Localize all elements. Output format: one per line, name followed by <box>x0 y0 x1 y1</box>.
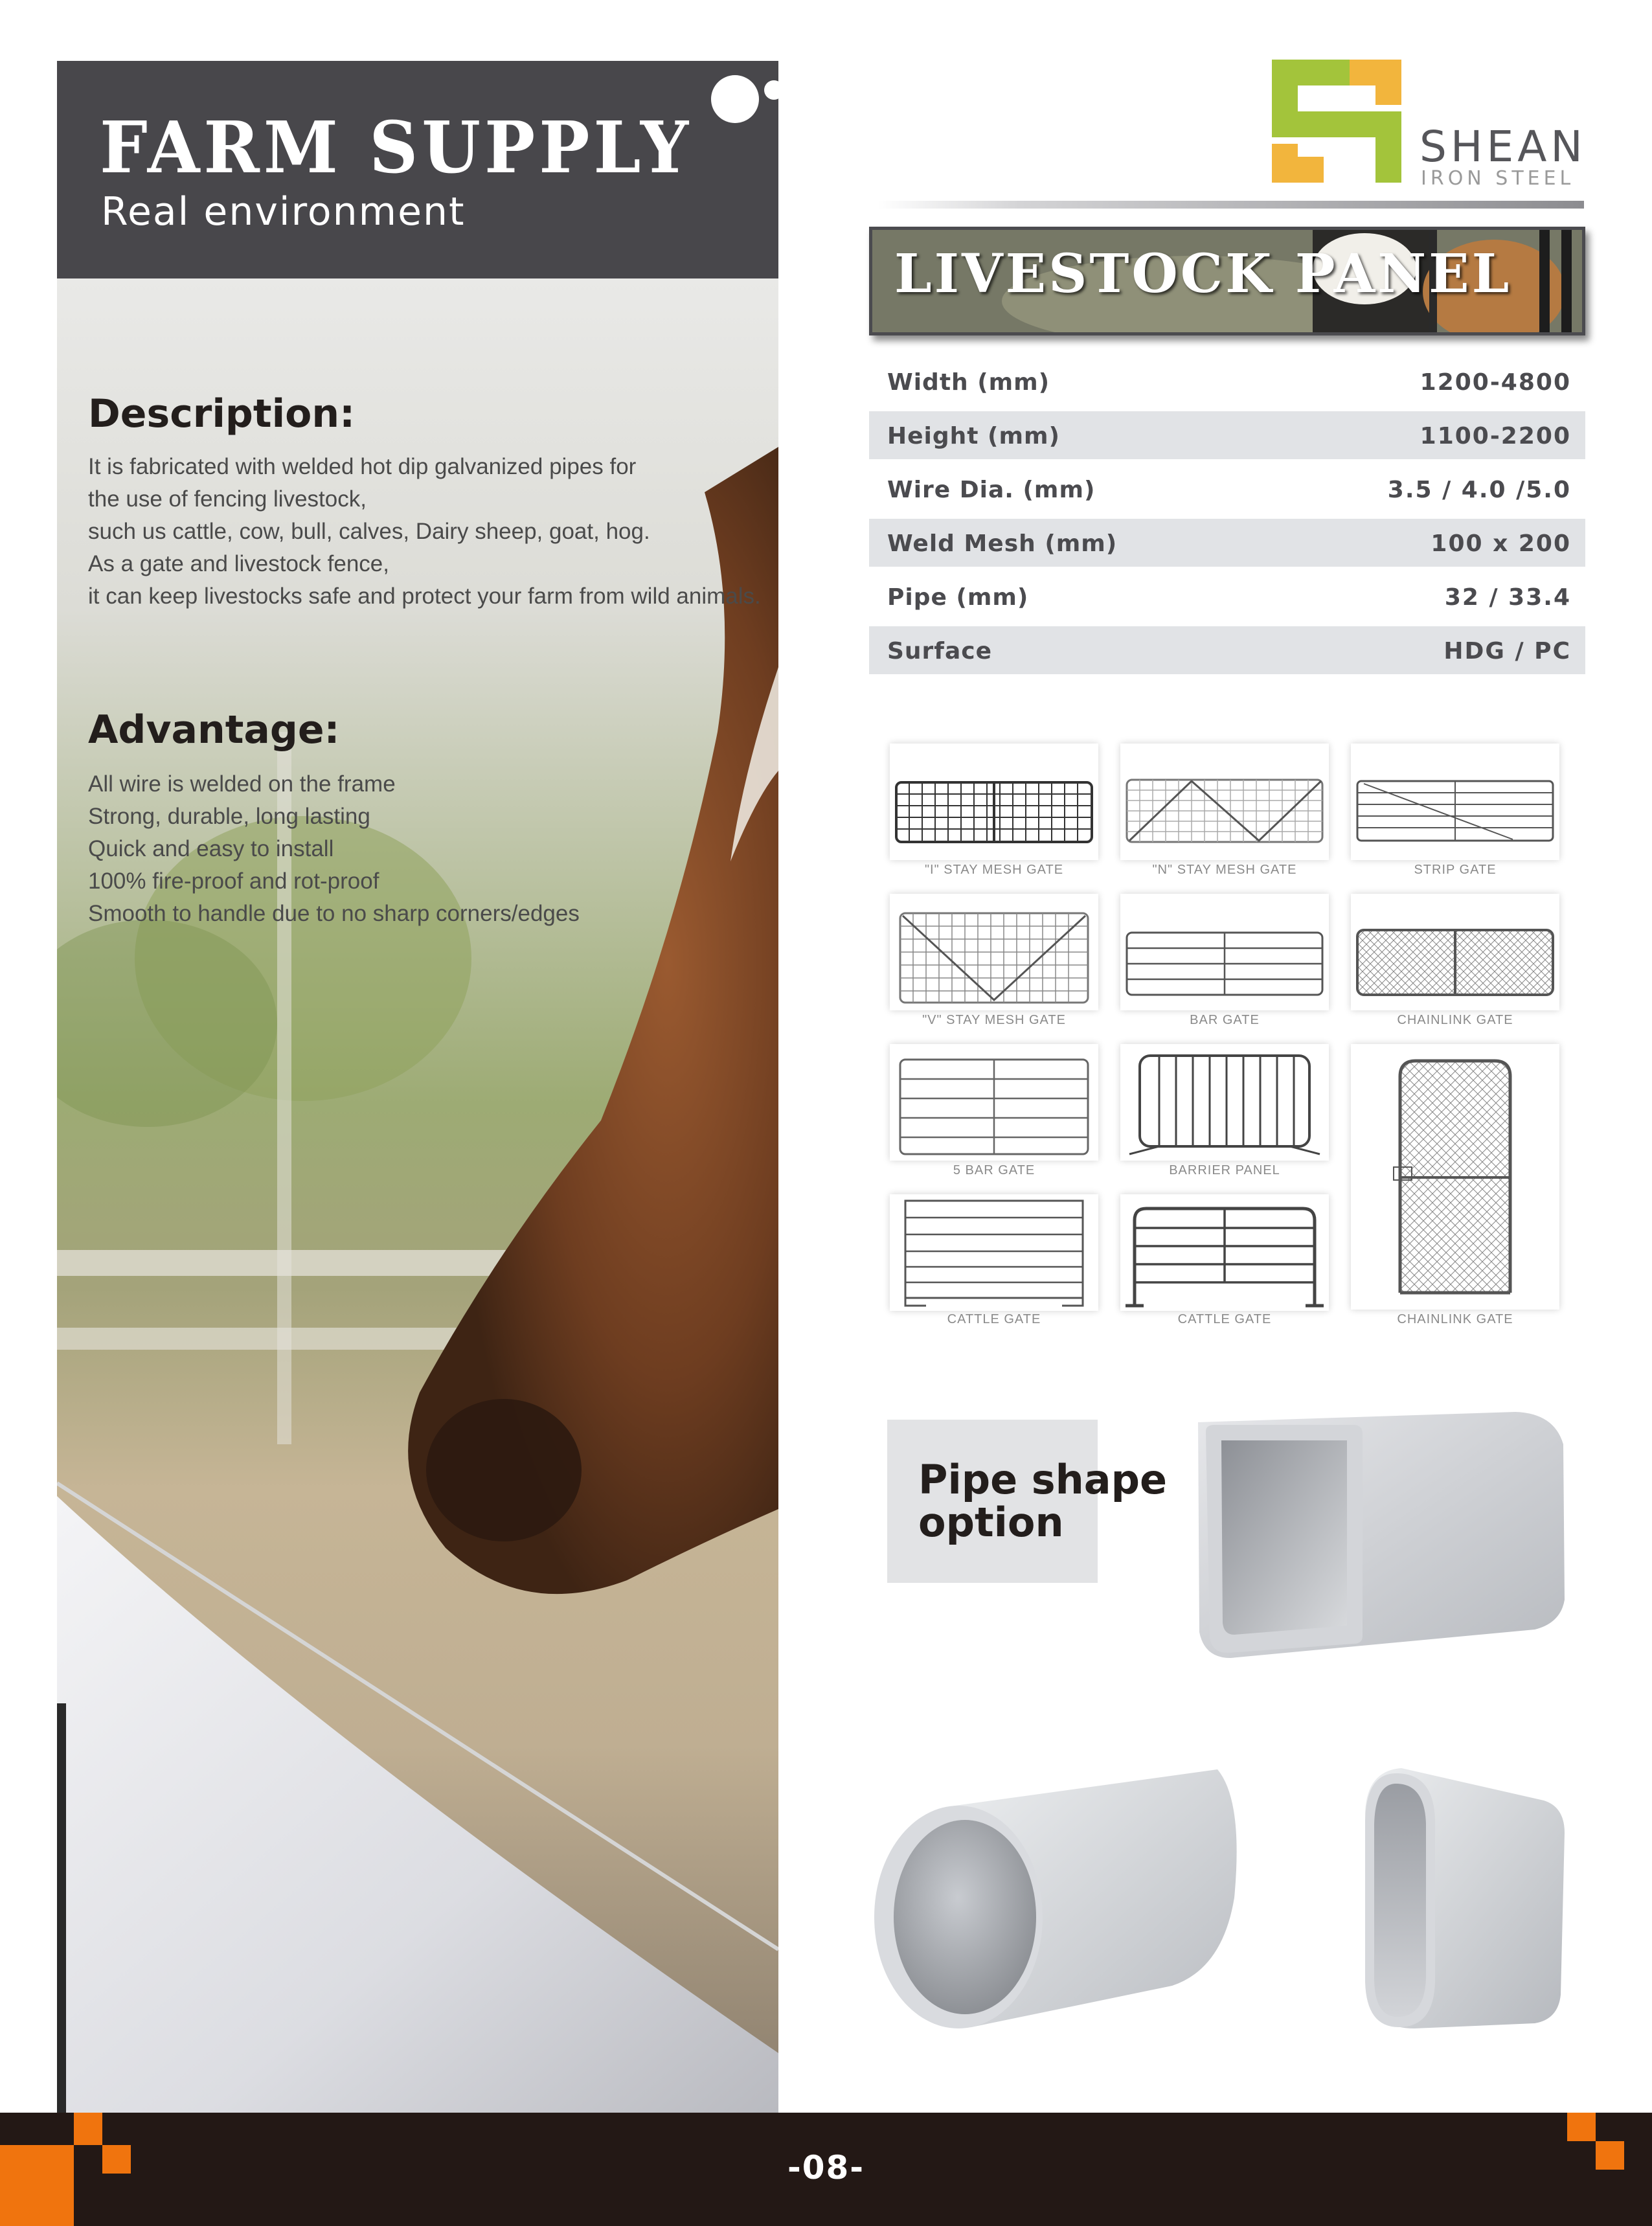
footer <box>0 2113 1652 2226</box>
spec-value: HDG / PC <box>1443 638 1571 664</box>
oval-pipe-icon <box>1350 1762 1570 2034</box>
v-stay-mesh-gate-icon <box>890 894 1098 1010</box>
gate-card-barrier <box>1120 1044 1329 1161</box>
brand-tagline: IRON STEEL <box>1421 167 1575 190</box>
gate-caption: 5 BAR GATE <box>953 1163 1035 1177</box>
orange-square-decoration <box>102 2145 131 2174</box>
divider <box>878 201 1584 209</box>
gate-card-n-stay-mesh <box>1120 744 1329 860</box>
gate-caption: BARRIER PANEL <box>1169 1163 1280 1177</box>
pipe-shape-title <box>918 1456 1168 1546</box>
gate-caption: CHAINLINK GATE <box>1397 1013 1513 1027</box>
spec-value: 100 x 200 <box>1431 530 1571 557</box>
chainlink-door-gate-icon <box>1351 1044 1559 1310</box>
punch-hole-small-icon <box>764 80 778 100</box>
gate-caption: "I" STAY MESH GATE <box>924 863 1064 877</box>
spec-value: 1200-4800 <box>1420 369 1571 396</box>
spec-value: 3.5 / 4.0 /5.0 <box>1387 477 1571 503</box>
description-title: Description: <box>88 391 356 437</box>
gate-caption: CHAINLINK GATE <box>1397 1312 1513 1326</box>
bar-gate-icon <box>1120 894 1329 1010</box>
barrier-panel-icon <box>1120 1044 1329 1161</box>
five-bar-gate-icon <box>890 1044 1098 1161</box>
advantage-line: Quick and easy to install <box>88 836 334 861</box>
table-row <box>869 411 1585 459</box>
advantage-line: All wire is welded on the frame <box>88 771 396 797</box>
gate-card-chainlink <box>1351 894 1559 1010</box>
orange-square-decoration <box>0 2145 74 2226</box>
table-row <box>869 573 1585 620</box>
page-subtitle: Real environment <box>101 189 466 234</box>
punch-hole-icon <box>711 75 759 123</box>
banner-title: LIVESTOCK PANEL <box>894 243 1512 305</box>
i-stay-mesh-gate-icon <box>890 744 1098 860</box>
header-band <box>57 61 778 278</box>
brand-name: SHEAN <box>1420 122 1587 172</box>
cattle-gate-legs-icon <box>1120 1194 1329 1311</box>
pipe-shape-title-line: Pipe shape <box>918 1456 1168 1503</box>
gate-caption: CATTLE GATE <box>947 1312 1041 1326</box>
spec-label: Wire Dia. (mm) <box>887 477 1096 503</box>
advantage-line: Strong, durable, long lasting <box>88 804 370 829</box>
spec-label: Weld Mesh (mm) <box>887 530 1118 557</box>
n-stay-mesh-gate-icon <box>1120 744 1329 860</box>
gate-caption: "N" STAY MESH GATE <box>1152 863 1297 877</box>
gate-caption: "V" STAY MESH GATE <box>922 1013 1066 1027</box>
table-row <box>869 465 1585 513</box>
gate-caption: BAR GATE <box>1190 1013 1260 1027</box>
spec-value: 1100-2200 <box>1420 423 1571 449</box>
square-pipe-icon <box>1192 1405 1567 1664</box>
orange-square-decoration <box>1567 2113 1596 2141</box>
table-row <box>869 626 1585 674</box>
orange-square-decoration <box>74 2113 102 2145</box>
advantage-title: Advantage: <box>88 707 340 753</box>
pipe-shape-title-line: option <box>918 1499 1064 1546</box>
gate-card-v-stay-mesh <box>890 894 1098 1010</box>
gate-card-bar <box>1120 894 1329 1010</box>
chainlink-gate-icon <box>1351 894 1559 1010</box>
advantage-line: 100% fire-proof and rot-proof <box>88 869 379 894</box>
spec-table <box>869 358 1585 680</box>
left-column <box>57 61 778 2113</box>
gate-caption: CATTLE GATE <box>1177 1312 1272 1326</box>
table-row <box>869 358 1585 405</box>
spec-label: Pipe (mm) <box>887 584 1029 611</box>
spec-label: Surface <box>887 638 993 664</box>
livestock-panel-banner <box>869 227 1585 335</box>
gate-caption: STRIP GATE <box>1414 863 1497 877</box>
gate-card-5-bar <box>890 1044 1098 1161</box>
gate-card-chainlink-door <box>1351 1044 1559 1310</box>
description-line: it can keep livestocks safe and protect your farm from wild animals. <box>88 584 761 609</box>
description-line: the use of fencing livestock, <box>88 486 367 512</box>
orange-square-decoration <box>1596 2141 1624 2170</box>
description-line: such us cattle, cow, bull, calves, Dairy sheep, goat, hog. <box>88 519 650 544</box>
description-section <box>88 391 761 613</box>
spec-value: 32 / 33.4 <box>1444 584 1571 611</box>
cattle-gate-icon <box>890 1194 1098 1311</box>
advantage-section <box>88 707 580 930</box>
gate-card-cattle-legs <box>1120 1194 1329 1311</box>
table-row <box>869 519 1585 567</box>
advantage-line: Smooth to handle due to no sharp corners/edges <box>88 901 580 926</box>
description-line: It is fabricated with welded hot dip galvanized pipes for <box>88 454 637 479</box>
spec-label: Width (mm) <box>887 369 1050 396</box>
spec-label: Height (mm) <box>887 423 1060 449</box>
gate-card-strip <box>1351 744 1559 860</box>
gate-card-i-stay-mesh <box>890 744 1098 860</box>
description-line: As a gate and livestock fence, <box>88 551 389 576</box>
pipe-shape-label <box>887 1420 1168 1583</box>
strip-gate-icon <box>1351 744 1559 860</box>
page-number: -08- <box>787 2149 865 2186</box>
gate-card-cattle <box>890 1194 1098 1311</box>
page-title: FARM SUPPLY <box>100 105 693 190</box>
round-pipe-icon <box>868 1762 1243 2034</box>
